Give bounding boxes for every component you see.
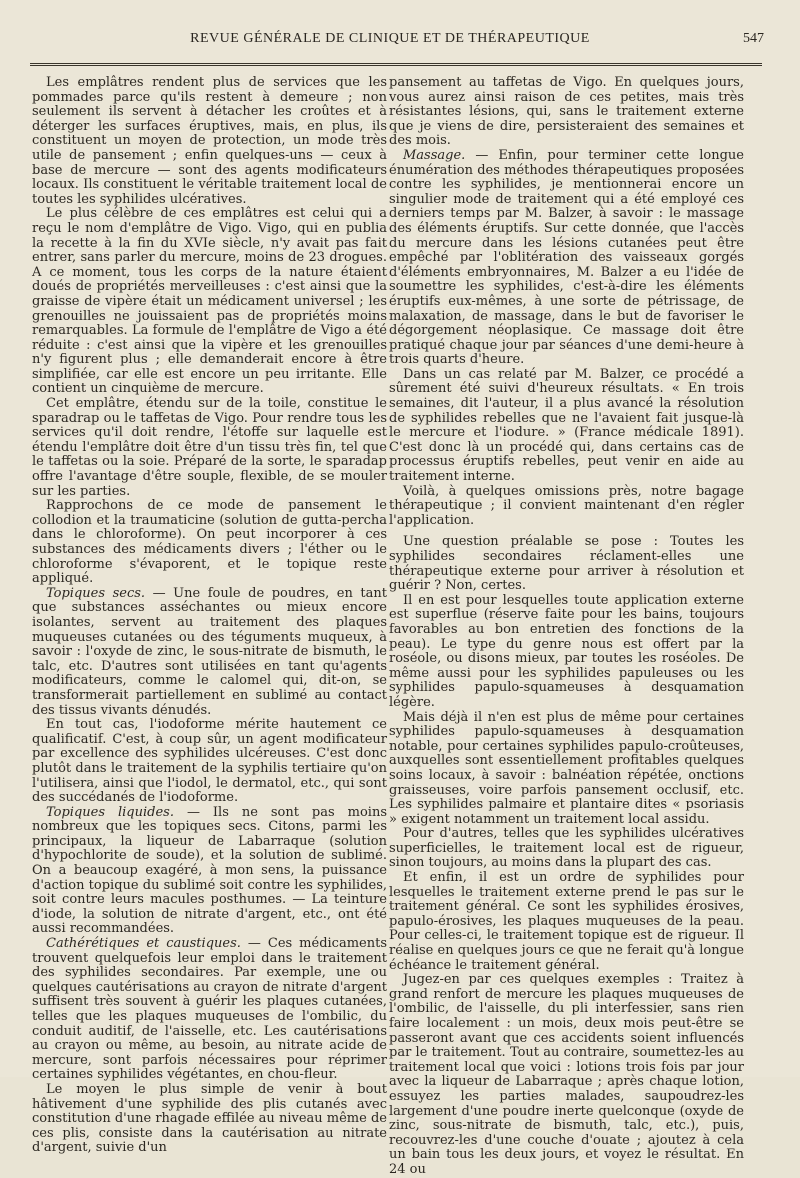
run-in-heading: Topiques secs. [46,585,146,601]
paragraph-text: — Une foule de poudres, en tant que substances asséchantes ou mieux encore isolantes, servent au traitement des plaques muqueuses cutanées ou des téguments muqueux, à savoir : l'oxyde de zinc, le sous-nitrate de bismuth, le talc, etc. D'autres sont utilisées en tant qu'agents modificateurs, comme le calomel qui, dit-on, se transformerait partiellement en sublimé au contact des tissus vivants dénudés. [32,585,387,718]
paragraph-text: Les emplâtres rendent plus de services que les pommades parce qu'ils restent à demeure ; non seulement ils servent à détacher les croûtes et à déterger les surfaces éruptives, mais, en plus, ils constituent un moyen de protection, un mode très utile de pansement ; enfin quelques-uns — ceux à base de mercure — sont des agents modificateurs locaux. Ils constituent le véritable traitement local de toutes les syphilides ulcératives. [32,75,387,207]
paragraph [32,1083,387,1156]
paragraph-text: En tout cas, l'iodoforme mérite hautement ce qualificatif. C'est, à coup sûr, un agent modificateur par excellence des syphilides ulcéreuses. C'est donc plutôt dans le traitement de la syphilis tertiaire qu'on l'utilisera, ainsi que l'iodol, le dermatol, etc., qui sont des succédanés de l'iodoforme. [32,717,387,806]
paragraph [389,368,744,485]
paragraph [389,594,744,711]
paragraph-text: Voilà, à quelques omissions près, notre bagage thérapeutique ; il convient maintenant d'en régler l'application. [389,483,744,528]
run-in-heading: Massage. [403,147,466,163]
run-in-heading: Cathérétiques et caustiques. [46,936,241,952]
page-header [30,28,770,54]
paragraph-text: pansement au taffetas de Vigo. En quelques jours, vous aurez ainsi raison de ces petites, mais très résistantes lésions, qui, sans le traitement externe que je viens de dire, persisteraient des semaines et des mois. [389,75,744,149]
paragraph [32,499,387,587]
paragraph-text: Le plus célèbre de ces emplâtres est celui qui a reçu le nom d'emplâtre de Vigo. Vigo, qui en publia la recette à la fin du XVIe siècle, n'y avait pas fait entrer, sans parler du mercure, moins de 23 drogues. A ce moment, tous les corps de la nature étaient doués de propriétés merveilleuses : c'est ainsi que la graisse de vipère était un médicament universel ; les grenouilles ne jouissaient pas de propriétés moins remarquables. La formule de l'emplâtre de Vigo a été réduite : c'est ainsi que la vipère et les grenouilles n'y figurent plus ; elle demanderait encore à être simplifiée, car elle est encore un peu irritante. Elle contient un cinquième de mercure. [32,206,387,397]
paragraph [32,207,387,397]
paragraph [389,485,744,529]
running-head: REVUE GÉNÉRALE DE CLINIQUE ET DE THÉRAPEUTIQUE [190,31,590,46]
paragraph [32,718,387,806]
paragraph [32,397,387,499]
paragraph-text: Une question préalable se pose : Toutes les syphilides secondaires réclament-elles une thérapeutique externe pour arriver à résolution et guérir ? Non, certes. [389,534,744,594]
paragraph [389,871,744,973]
paragraph [389,827,744,871]
paragraph-text: Il en est pour lesquelles toute application externe est superflue (réserve faite pour les bains, toujours favorables au bon entretien des fonctions de la peau). Le type du genre nous est offert par la roséole, ou disons mieux, par toutes les roséoles. De même aussi pour les syphilides papuleuses ou les syphilides papulo-squameuses à desquamation légère. [389,592,744,710]
paragraph-text: — Enfin, pour terminer cette longue énumération des méthodes thérapeutiques proposées contre les syphilides, je mentionnerai encore un singulier mode de traitement qui a été employé ces derniers temps par M. Balzer, à savoir : le massage des éléments éruptifs. Sur cette donnée, que l'accès du mercure dans les lésions cutanées peut être empêché par l'oblitération des vaisseaux gorgés d'éléments embryonnaires, M. Balzer a eu l'idée de soumettre les syphilides, c'est-à-dire les éléments éruptifs eux-mêmes, à une sorte de pétrissage, de malaxation, de massage, dans le but de favoriser le dégorgement néoplasique. Ce massage doit être pratiqué chaque jour par séances d'une demi-heure à trois quarts d'heure. [389,147,744,368]
paragraph [389,973,744,1177]
page-number: 547 [743,31,764,46]
paragraph-text: Rapprochons de ce mode de pansement le collodion et la traumaticine (solution de gutta-percha dans le chloroforme). On peut incorporer à ces substances des médicaments divers ; l'éther ou le chloroforme s'évaporent, et le topique reste appliqué. [32,498,387,587]
paragraph [32,937,387,1083]
paragraph [389,711,744,828]
paragraph [32,76,387,207]
header-rule [30,63,762,66]
paragraph [32,806,387,937]
paragraph [389,76,744,149]
left-column [32,76,387,1156]
paragraph-text: Mais déjà il n'en est plus de même pour certaines syphilides papulo-squameuses à desquamation notable, pour certaines syphilides papulo-croûteuses, auxquelles sont essentiellement profitables quelques soins locaux, à savoir : balnéation répétée, onctions graisseuses, voire parfois pansement occlusif, etc. Les syphilides palmaire et plantaire dites « psoriasis » exigent notamment un traitement local assidu. [389,709,744,827]
paragraph [32,587,387,718]
paragraph-text: Et enfin, il est un ordre de syphilides pour lesquelles le traitement externe prend le pas sur le traitement général. Ce sont les syphilides érosives, papulo-érosives, les plaques muqueuses de la peau. Pour celles-ci, le traitement topique est de rigueur. Il réalise en quelques jours ce que ne ferait qu'à longue échéance le traitement général. [389,870,744,973]
run-in-heading: Topiques liquides. [46,804,174,820]
paragraph [389,149,744,368]
paragraph-text: Jugez-en par ces quelques exemples : Traitez à grand renfort de mercure les plaques muqueuses de l'ombilic, de l'aisselle, du pli interfessier, sans rien faire localement : un mois, deux mois peut-être se passeront avant que ces accidents soient influencés par le traitement. Tout au contraire, soumettez-les au traitement local que voici : lotions trois fois par jour avec la liqueur de Labarraque ; après chaque lotion, essuyez les parties malades, saupoudrez-les largement d'une poudre inerte quelconque (oxyde de zinc, sous-nitrate de bismuth, talc, etc.), puis, recouvrez-les d'une couche d'ouate ; ajoutez à cela un bain tous les deux jours, et voyez le résultat. En 24 ou [389,972,744,1177]
paragraph-text: Cet emplâtre, étendu sur de la toile, constitue le sparadrap ou le taffetas de Vigo. Pour rendre tous les services qu'il doit rendre, l'étoffe sur laquelle est étendu l'emplâtre doit être d'un tissu très fin, tel que le taffetas ou la soie. Préparé de la sorte, le sparadap offre l'avantage d'être souple, flexible, de se mouler sur les parties. [32,396,387,499]
right-column [389,76,744,1178]
paragraph-text: Le moyen le plus simple de venir à bout hâtivement d'une syphilide des plis cutanés avec constitution d'une rhagade effilée au niveau même de ces plis, consiste dans la cautérisation au nitrate d'argent, suivie d'un [32,1081,387,1156]
paragraph-text: — Ces médicaments trouvent quelquefois leur emploi dans le traitement des syphilides secondaires. Par exemple, une ou quelques cautérisations au crayon de nitrate d'argent suffisent très souvent à guérir les plaques cutanées, telles que les plaques muqueuses de l'ombilic, du conduit auditif, de l'aisselle, etc. Les cautérisations au crayon ou même, au besoin, au nitrate acide de mercure, sont parfois nécessaires pour réprimer certaines syphilides végétantes, en chou-fleur. [32,936,387,1083]
paragraph-text: — Ils ne sont pas moins nombreux que les topiques secs. Citons, parmi les principaux, la liqueur de Labarraque (solution d'hypochlorite de soude), et la solution de sublimé. On a beaucoup exagéré, à mon sens, la puissance d'action topique du sublimé soit contre les syphilides, soit contre leurs macules posthumes. — La teinture d'iode, la solution de nitrate d'argent, etc., ont été aussi recommandées. [32,804,387,937]
paragraph-text: Dans un cas relaté par M. Balzer, ce procédé a sûrement été suivi d'heureux résultats. « En trois semaines, dit l'auteur, il a plus avancé la résolution de syphilides rebelles que ne l'avaient fait jusque-là le mercure et l'iodure. » (France médicale 1891). C'est donc là un procédé qui, dans certains cas de processus éruptifs rebelles, peut venir en aide au traitement interne. [389,366,744,485]
paragraph-text: Pour d'autres, telles que les syphilides ulcératives superficielles, le traitement local est de rigueur, sinon toujours, au moins dans la plupart des cas. [389,826,744,871]
paragraph [389,535,744,593]
